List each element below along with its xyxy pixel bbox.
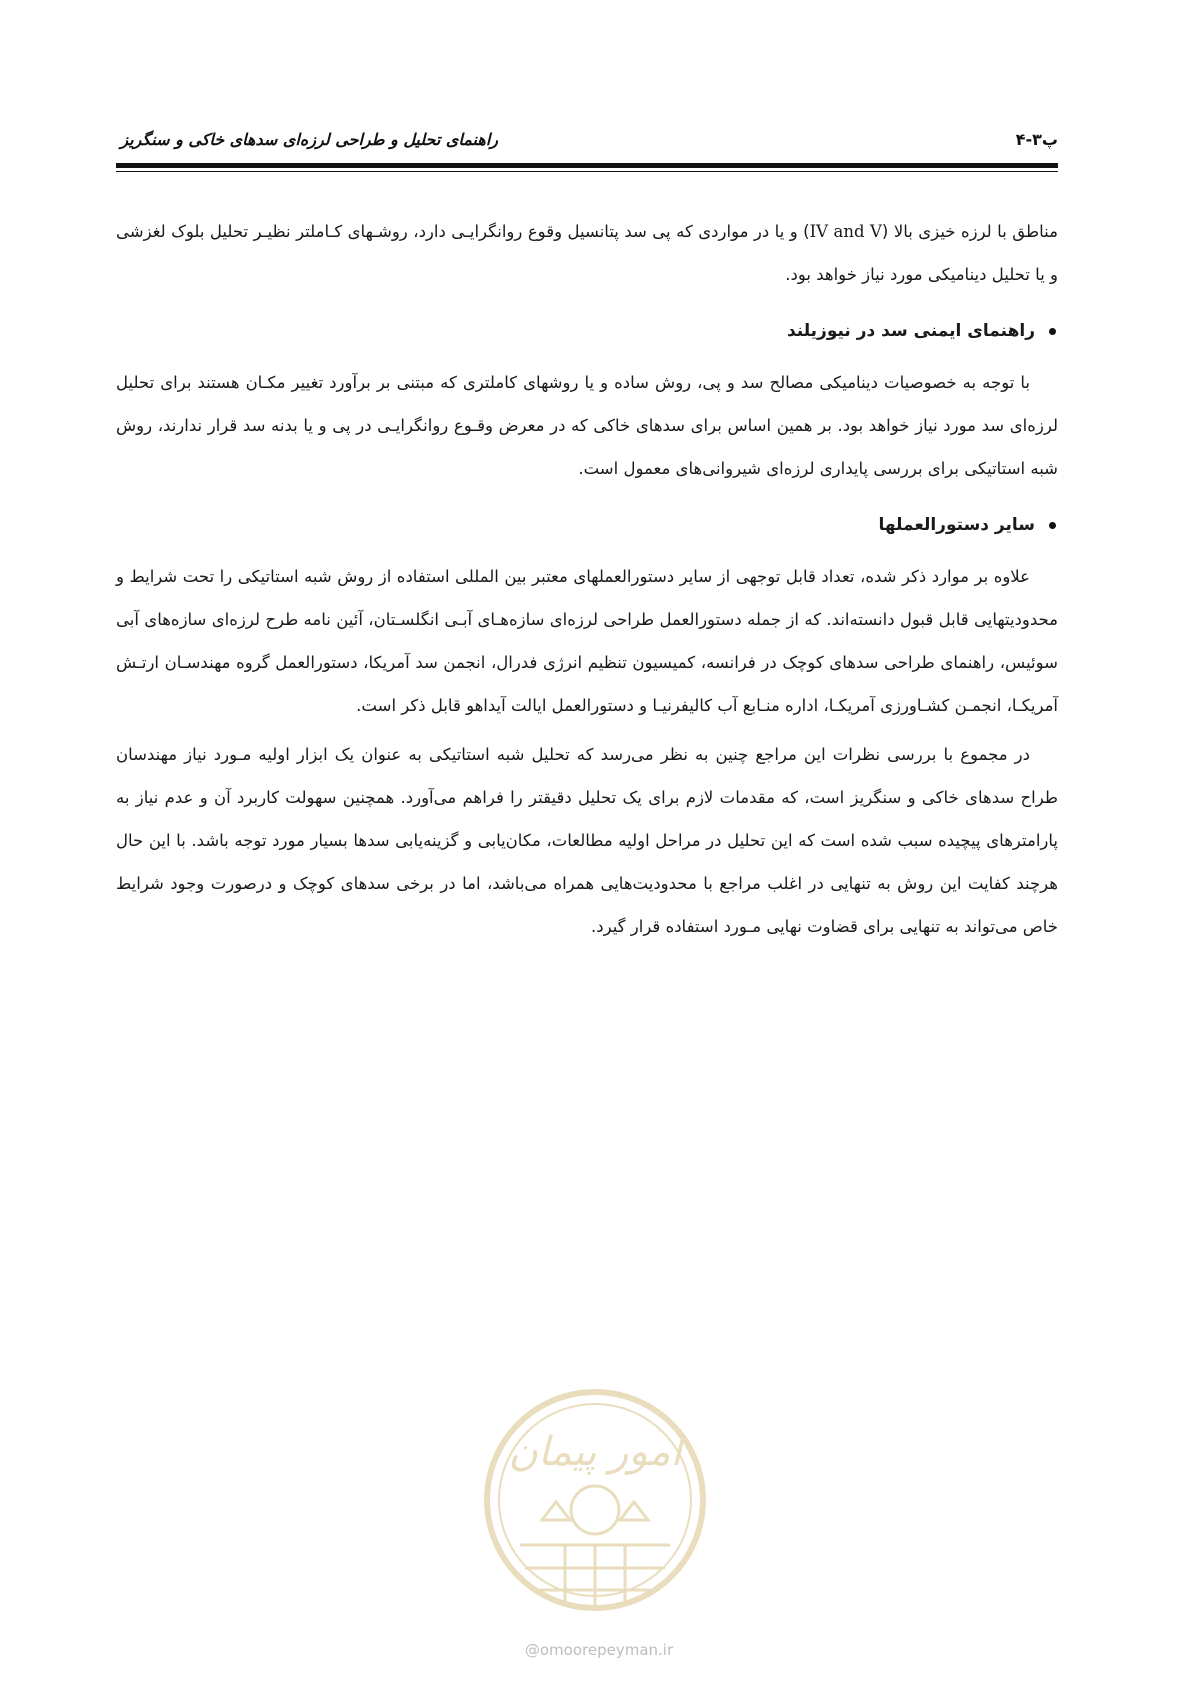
watermark-url <box>489 1641 709 1659</box>
paragraph-3: علاوه بر موارد ذکر شده، تعداد قابل توجهی از سایر دستورالعملهای معتبر بین المللی استفاده از روش شبه استاتیکی را تحت شرایط و محدودیتهایی قابل قبول دانسته‌اند. که از جمله دستورالعمل طراحی لرزه‌ای سازه‌هـای آبـی انگلسـتان، آئین نامه طرح لرزه‌ای سازه‌های آبی سوئیس، راهنمای طراحی سدهای کوچک در فرانسه، کمیسیون تنظیم انرژی فدرال، انجمن سد آمریکا، دستورالعمل گروه مهندسـان ارتـش آمریکـا، انجمـن کشـاورزی آمریکـا، اداره منـابع آب کالیفرنیـا و دستورالعمل ایالت آیداهو قابل ذکر است. <box>116 567 1058 715</box>
paragraph-2: با توجه به خصوصیات دینامیکی مصالح سد و پی، روش ساده و یا روشهای کاملتری که مبتنی بر برآورد تغییر مکـان هستند برای تحلیل لرزه‌ای سد مورد نیاز خواهد بود. بر همین اساس برای سدهای خاکی که در معرض وقـوع روانگرایـی در پی و یا بدنه سد قرار ندارند، روش شبه استاتیکی برای بررسی پایداری لرزه‌ای شیروانی‌های معمول است. <box>116 373 1058 478</box>
running-header <box>116 128 1058 158</box>
paragraph-4: در مجموع با بررسی نظرات این مراجع چنین به نظر می‌رسد که تحلیل شبه استاتیکی به عنوان یک ابزار اولیه مـورد نیاز مهندسان طراح سدهای خاکی و سنگریز است، که مقدمات لازم برای یک تحلیل دقیقتر را فراهم می‌آورد. همچنین سهولت کاربرد آن و عدم نیاز به پارامترهای پیچیده سبب شده است که این تحلیل در مراحل اولیه مطالعات، مکان‌یابی و گزینه‌یابی سدها بسیار مورد توجه باشد. با این حال هرچند کفایت این روش به تنهایی در اغلب مراجع با محدودیت‌هایی همراه می‌باشد، اما در برخی سدهای کوچک و درصورت وجود شرایط خاص می‌تواند به تنهایی برای قضاوت نهایی مـورد استفاده قرار گیرد. <box>116 745 1058 936</box>
bullet-icon <box>1049 522 1056 529</box>
watermark-seal-icon <box>480 1370 710 1660</box>
watermark-logo-text: امور پیمان <box>508 1429 682 1475</box>
section-heading-text: سایر دستورالعملها <box>878 515 1035 535</box>
paragraph-1-part-b: ) و یا در مواردی که پی سد پتانسیل وقوع روانگرایـی دارد، روشـهای کـاملتر نظیـر تحلیل بلوک لغزشی و یا تحلیل دینامیکی مورد نیاز خواهد بود. <box>116 222 1058 284</box>
header-rule-thin <box>116 171 1058 172</box>
at-icon: @ <box>524 1641 540 1659</box>
section-heading-other-guidelines <box>116 504 1058 547</box>
watermark-url-text: omoorepeyman.ir <box>539 1641 674 1659</box>
seismic-zone-label: IV and V <box>809 222 882 241</box>
paragraph-1 <box>116 210 1058 296</box>
section-heading-text: راهنمای ایمنی سد در نیوزیلند <box>786 321 1035 341</box>
section-heading-new-zealand <box>116 310 1058 353</box>
header-rule-thick <box>116 163 1058 168</box>
paragraph-1-part-a: مناطق با لرزه خیزی بالا ( <box>881 222 1058 241</box>
bullet-icon <box>1049 328 1056 335</box>
page-number: پ۳-۴ <box>1015 130 1058 149</box>
header-title: راهنمای تحلیل و طراحی لرزه‌ای سدهای خاکی و سنگریز <box>120 130 498 149</box>
body-text <box>116 210 1058 954</box>
